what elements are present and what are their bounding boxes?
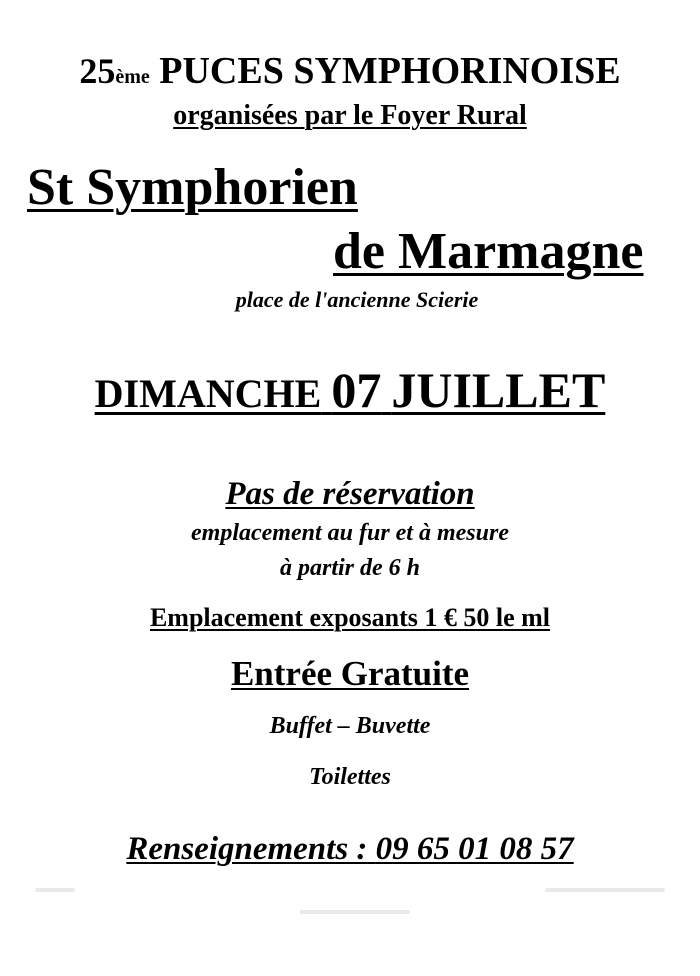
edition-number: 25: [79, 51, 116, 91]
faint-mark: [300, 910, 410, 914]
day-name: DIMANCHE: [94, 371, 322, 416]
town-line-1: St Symphorien: [27, 159, 358, 216]
info-phone: 09 65 01 08 57: [375, 831, 574, 867]
start-time: à partir de 6 h: [279, 555, 420, 581]
faint-mark: [545, 888, 665, 892]
place-text: place de l'ancienne Scierie: [235, 287, 479, 312]
free-entry: Entrée Gratuite: [230, 654, 470, 693]
month: JUILLET: [391, 362, 606, 418]
event-name: PUCES SYMPHORINOISE: [159, 50, 621, 92]
poster-title: [0, 52, 700, 90]
info-label: Renseignements :: [126, 831, 368, 867]
no-reservation: Pas de réservation: [225, 476, 475, 512]
exhibitor-price: Emplacement exposants 1 € 50 le ml: [149, 603, 551, 632]
edition-suffix: ème: [115, 66, 150, 88]
toilets-text: Toilettes: [309, 764, 391, 790]
organizer-line: organisées par le Foyer Rural: [173, 100, 527, 131]
faint-mark: [35, 888, 75, 892]
event-date: [0, 362, 700, 418]
placement-note: emplacement au fur et à mesure: [191, 520, 509, 546]
info-line: [0, 833, 700, 866]
day-number: 07: [331, 362, 382, 418]
town-line-2: de Marmagne: [333, 223, 644, 280]
buffet-text: Buffet – Buvette: [269, 713, 431, 739]
